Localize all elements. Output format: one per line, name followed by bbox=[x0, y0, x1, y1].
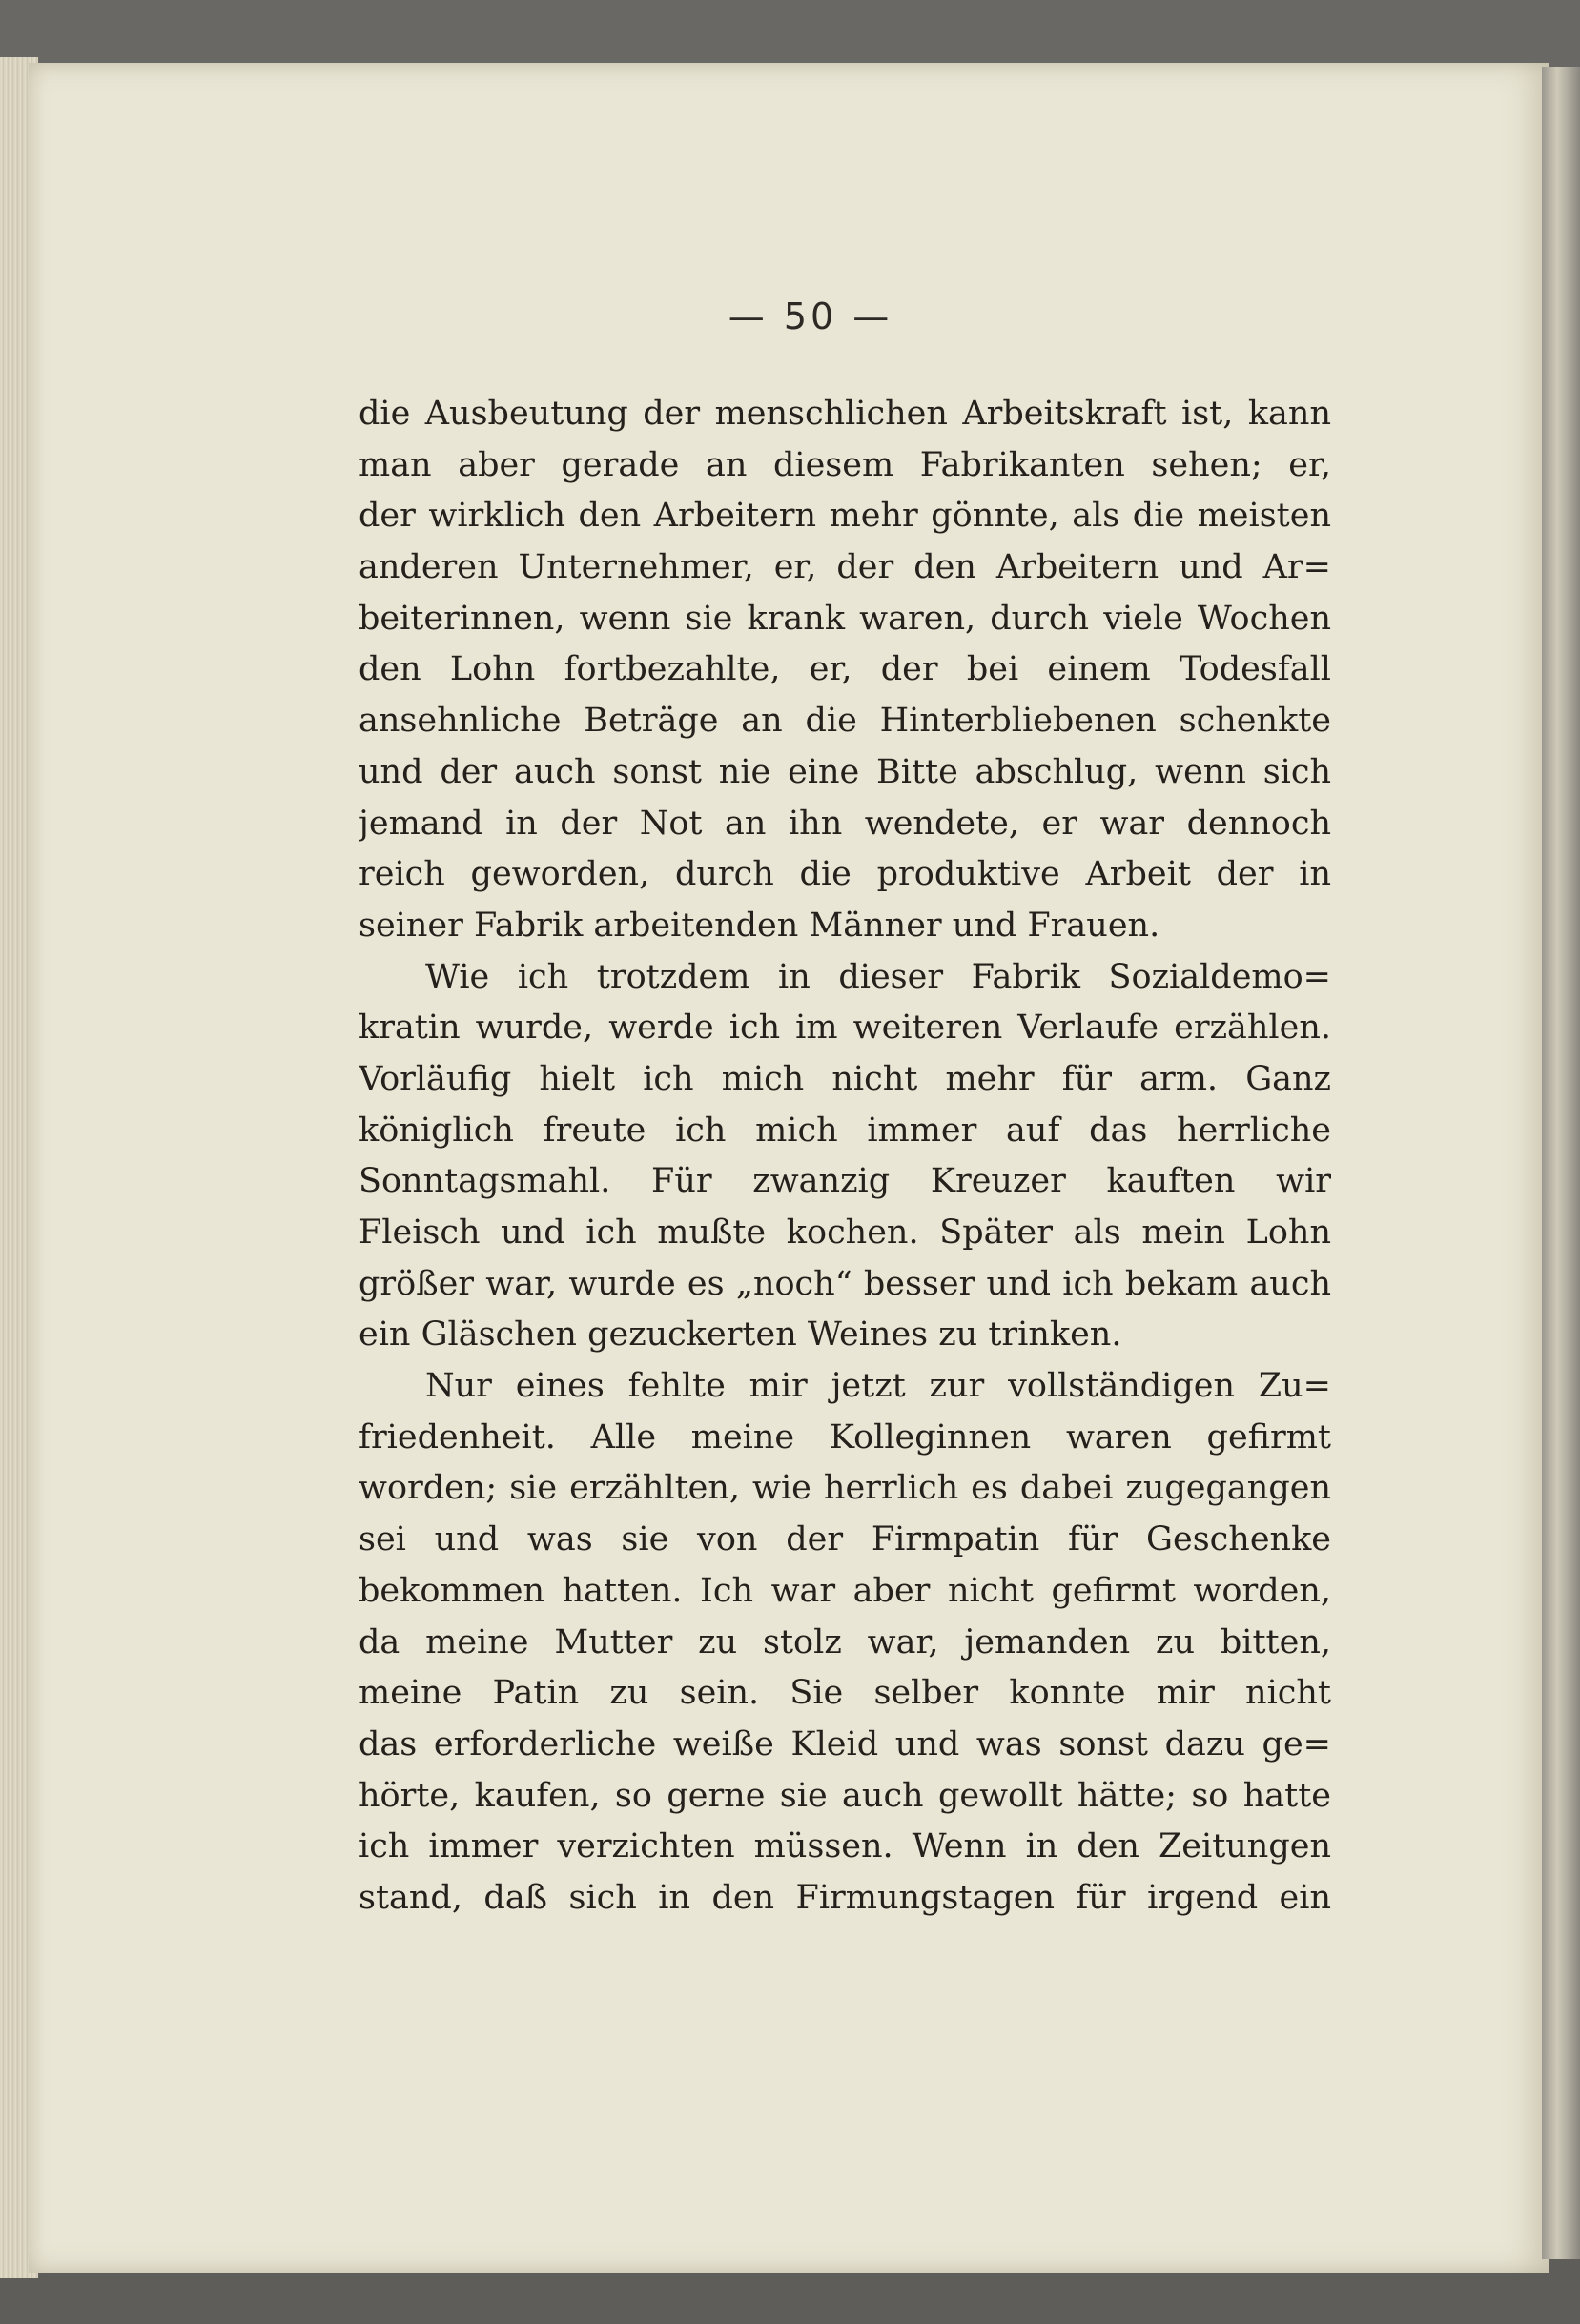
text-line: ein Gläschen gezuckerten Weines zu trinken. bbox=[359, 1315, 1122, 1355]
text-line: stand, daß sich in den Firmungstagen für irgend ein bbox=[359, 1878, 1331, 1917]
text-line: beiterinnen, wenn sie krank waren, durch viele Wochen bbox=[359, 599, 1331, 638]
text-line: Fleisch und ich mußte kochen. Später als mein Lohn bbox=[359, 1213, 1331, 1252]
text-line: den Lohn fortbezahlte, er, der bei einem Todesfall bbox=[359, 650, 1331, 689]
text-line: anderen Unternehmer, er, der den Arbeitern und Ar= bbox=[359, 548, 1331, 587]
text-line: kratin wurde, werde ich im weiteren Verlaufe erzählen. bbox=[359, 1009, 1331, 1048]
text-line: Nur eines fehlte mir jetzt zur vollständigen Zu= bbox=[425, 1367, 1331, 1406]
text-line: der wirklich den Arbeitern mehr gönnte, als die meisten bbox=[359, 497, 1331, 536]
text-line: sei und was sie von der Firmpatin für Geschenke bbox=[359, 1520, 1331, 1560]
text-line: größer war, wurde es „noch“ besser und ich bekam auch bbox=[359, 1264, 1331, 1303]
text-line: bekommen hatten. Ich war aber nicht gefirmt worden, bbox=[359, 1571, 1331, 1610]
text-line: Vorläufig hielt ich mich nicht mehr für arm. Ganz bbox=[359, 1059, 1331, 1098]
text-line: das erforderliche weiße Kleid und was sonst dazu ge= bbox=[359, 1724, 1331, 1763]
text-line: die Ausbeutung der menschlichen Arbeitskraft ist, kann bbox=[359, 395, 1331, 433]
body-text bbox=[359, 389, 1331, 1925]
text-line: ansehnliche Beträge an die Hinterbliebenen schenkte bbox=[359, 702, 1331, 741]
text-line: friedenheit. Alle meine Kolleginnen waren gefirmt bbox=[359, 1417, 1331, 1457]
text-line: da meine Mutter zu stolz war, jemanden zu bitten, bbox=[359, 1622, 1331, 1661]
text-line: meine Patin zu sein. Sie selber konnte mir nicht bbox=[359, 1674, 1331, 1713]
text-line: reich geworden, durch die produktive Arbeit der in bbox=[359, 855, 1331, 894]
text-line: seiner Fabrik arbeitenden Männer und Frauen. bbox=[359, 906, 1160, 945]
text-line: und der auch sonst nie eine Bitte abschlug, wenn sich bbox=[359, 752, 1331, 791]
page-number: — 50 — bbox=[728, 296, 893, 337]
text-line: man aber gerade an diesem Fabrikanten sehen; er, bbox=[359, 445, 1331, 484]
text-line: Sonntagsmahl. Für zwanzig Kreuzer kauften wir bbox=[359, 1162, 1331, 1201]
book-right-edge bbox=[1542, 67, 1580, 2259]
text-line: worden; sie erzählten, wie herrlich es dabei zugegangen bbox=[359, 1469, 1331, 1508]
text-line: königlich freute ich mich immer auf das herrliche bbox=[359, 1111, 1331, 1150]
text-line: Wie ich trotzdem in dieser Fabrik Sozialdemo= bbox=[425, 957, 1331, 996]
text-line: jemand in der Not an ihn wendete, er war dennoch bbox=[359, 804, 1331, 843]
text-line: hörte, kaufen, so gerne sie auch gewollt hätte; so hatte bbox=[359, 1776, 1331, 1815]
text-line: ich immer verzichten müssen. Wenn in den Zeitungen bbox=[359, 1827, 1331, 1866]
